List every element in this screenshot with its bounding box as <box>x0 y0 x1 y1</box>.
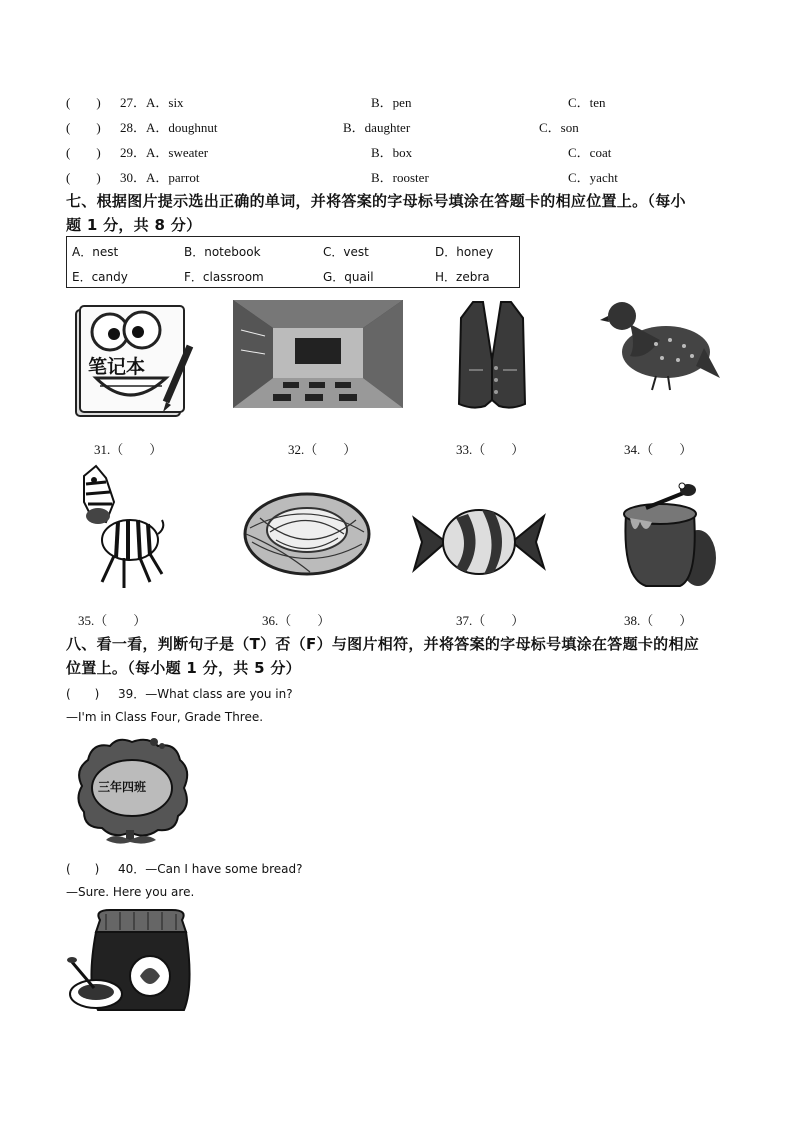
answer-paren[interactable]: ( ) <box>66 145 101 160</box>
question-label-31[interactable]: 31.（ ） <box>94 442 163 457</box>
option-c: C．son <box>539 120 579 135</box>
question-label-37[interactable]: 37.（ ） <box>456 613 525 628</box>
question-39-text: 39．—What class are you in? <box>118 687 293 701</box>
word-option: E．candy <box>72 270 128 284</box>
section7-heading-line2: 题 1 分，共 8 分） <box>66 216 202 234</box>
question-label-35[interactable]: 35.（ ） <box>78 613 147 628</box>
option-b: B．daughter <box>343 120 411 135</box>
option-b: B．pen <box>371 95 412 110</box>
answer-paren-39[interactable]: ( ) <box>66 687 100 701</box>
word-option: H．zebra <box>435 270 490 284</box>
option-c: C．yacht <box>568 170 618 185</box>
question-label-36[interactable]: 36.（ ） <box>262 613 331 628</box>
nest-picture <box>240 488 374 580</box>
zebra-picture <box>70 462 166 596</box>
answer-paren[interactable]: ( ) <box>66 120 101 135</box>
class-sign-text: 三年四班 <box>98 780 147 794</box>
answer-39-text: —I'm in Class Four, Grade Three. <box>66 710 264 724</box>
question-label-34[interactable]: 34.（ ） <box>624 442 693 457</box>
candy-picture <box>412 504 546 580</box>
option-c: C．ten <box>568 95 606 110</box>
word-option: C．vest <box>323 245 369 259</box>
word-option: D．honey <box>435 245 494 259</box>
vest-picture <box>451 300 533 412</box>
option-a: 28．A．doughnut <box>120 120 218 135</box>
answer-paren[interactable]: ( ) <box>66 170 101 185</box>
option-b: B．box <box>371 145 413 160</box>
question-label-33[interactable]: 33.（ ） <box>456 442 525 457</box>
answer-paren-40[interactable]: ( ) <box>66 862 100 876</box>
question-label-32[interactable]: 32.（ ） <box>288 442 357 457</box>
answer-40-text: —Sure. Here you are. <box>66 885 195 899</box>
quail-picture <box>600 296 722 392</box>
option-a: 29．A．sweater <box>120 145 209 160</box>
jam-jar-picture <box>66 906 196 1018</box>
classroom-picture <box>233 300 403 408</box>
answer-paren[interactable]: ( ) <box>66 95 101 110</box>
section8-heading-line1: 八、看一看，判断句子是（T）否（F）与图片相符，并将答案的字母标号填涂在答题卡的相应 <box>66 635 700 653</box>
notebook-cover-text: 笔记本 <box>88 356 146 378</box>
word-option: G．quail <box>323 270 374 284</box>
option-a: 27．A．six <box>120 95 184 110</box>
question-label-38[interactable]: 38.（ ） <box>624 613 693 628</box>
option-c: C．coat <box>568 145 612 160</box>
word-option: A．nest <box>72 245 119 259</box>
word-option: F．classroom <box>184 270 264 284</box>
option-b: B．rooster <box>371 170 429 185</box>
option-a: 30．A．parrot <box>120 170 200 185</box>
question-40-text: 40．—Can I have some bread? <box>118 862 303 876</box>
section8-heading-line2: 位置上。（每小题 1 分，共 5 分） <box>66 659 301 677</box>
section7-heading-line1: 七、根据图片提示选出正确的单词，并将答案的字母标号填涂在答题卡的相应位置上。（每小 <box>66 192 686 210</box>
honey-picture <box>616 478 720 590</box>
word-option: B．notebook <box>184 245 261 259</box>
